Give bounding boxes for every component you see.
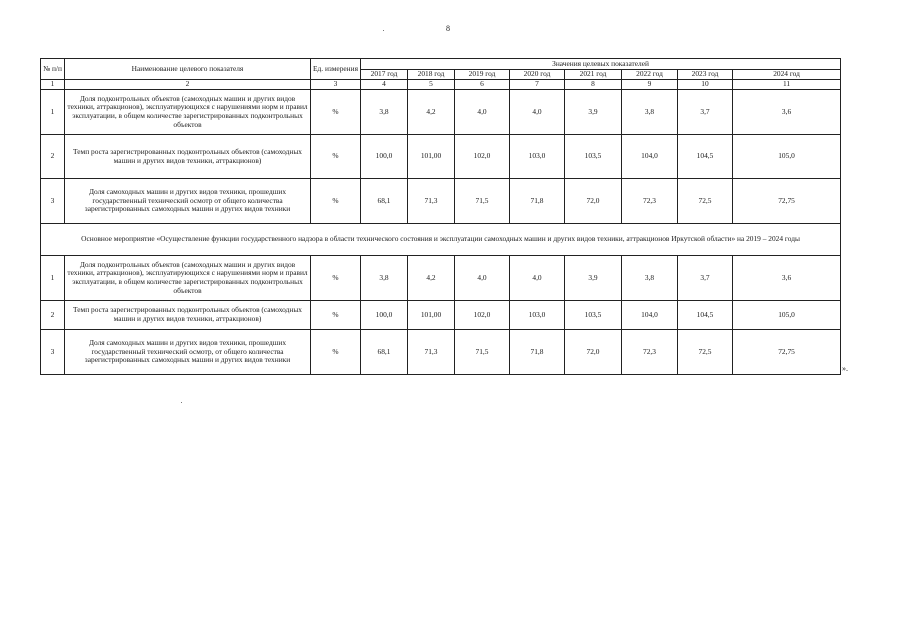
column-number-row <box>41 80 841 90</box>
value-cell: 72,5 <box>678 330 733 375</box>
value-cell: 4,0 <box>510 256 565 301</box>
column-number: 8 <box>565 80 622 90</box>
indicator-name: Доля самоходных машин и других видов техники, прошедших государственный технический осмотр, от общего количества зарегистрированных самоходных машин и других видов техники <box>65 330 311 375</box>
row-number: 1 <box>41 256 65 301</box>
main-event-row <box>41 224 841 256</box>
column-number: 5 <box>408 80 455 90</box>
value-cell: 103,5 <box>565 135 622 179</box>
indicator-name: Доля самоходных машин и других видов техники, прошедших государственный технический осмотр от общего количества зарегистрированных самоходных машин и других видов техники <box>65 179 311 224</box>
value-cell: 104,5 <box>678 135 733 179</box>
value-cell: 71,5 <box>455 330 510 375</box>
value-cell: 71,3 <box>408 179 455 224</box>
header-indicator-name: Наименование целевого показателя <box>65 59 311 80</box>
value-cell: 72,3 <box>622 330 678 375</box>
value-cell: 102,0 <box>455 301 510 330</box>
value-cell: 4,0 <box>510 90 565 135</box>
column-number: 4 <box>361 80 408 90</box>
unit-cell: % <box>311 135 361 179</box>
value-cell: 3,6 <box>733 256 841 301</box>
row-number: 2 <box>41 301 65 330</box>
value-cell: 72,3 <box>622 179 678 224</box>
value-cell: 3,6 <box>733 90 841 135</box>
closing-quote-mark: ». <box>842 364 848 373</box>
column-number: 9 <box>622 80 678 90</box>
value-cell: 100,0 <box>361 301 408 330</box>
table-row <box>41 135 841 179</box>
unit-cell: % <box>311 179 361 224</box>
scan-speck <box>181 402 182 403</box>
column-number: 1 <box>41 80 65 90</box>
value-cell: 3,8 <box>622 90 678 135</box>
value-cell: 105,0 <box>733 135 841 179</box>
unit-cell: % <box>311 330 361 375</box>
header-year: 2020 год <box>510 70 565 80</box>
column-number: 3 <box>311 80 361 90</box>
value-cell: 68,1 <box>361 179 408 224</box>
value-cell: 3,9 <box>565 256 622 301</box>
value-cell: 3,9 <box>565 90 622 135</box>
value-cell: 104,0 <box>622 135 678 179</box>
table-row <box>41 330 841 375</box>
row-number: 3 <box>41 330 65 375</box>
unit-cell: % <box>311 256 361 301</box>
header-year: 2018 год <box>408 70 455 80</box>
table-row <box>41 256 841 301</box>
header-year: 2017 год <box>361 70 408 80</box>
value-cell: 3,8 <box>622 256 678 301</box>
row-number: 1 <box>41 90 65 135</box>
column-number: 6 <box>455 80 510 90</box>
value-cell: 3,7 <box>678 256 733 301</box>
row-number: 3 <box>41 179 65 224</box>
header-year: 2024 год <box>733 70 841 80</box>
value-cell: 72,75 <box>733 330 841 375</box>
header-year: 2021 год <box>565 70 622 80</box>
unit-cell: % <box>311 90 361 135</box>
main-event-title: Основное мероприятие «Осуществление функции государственного надзора в области технического состояния и эксплуатации самоходных машин и других видов техники, аттракционов Иркутской области» на 2019 – 2024 годы <box>41 224 841 256</box>
value-cell: 68,1 <box>361 330 408 375</box>
column-number: 2 <box>65 80 311 90</box>
value-cell: 4,2 <box>408 90 455 135</box>
indicator-name: Темп роста зарегистрированных подконтрольных объектов (самоходных машин и других видов техники, аттракционов) <box>65 301 311 330</box>
page-number: 8 <box>446 24 450 33</box>
value-cell: 103,0 <box>510 301 565 330</box>
value-cell: 71,8 <box>510 330 565 375</box>
value-cell: 105,0 <box>733 301 841 330</box>
target-indicators-table <box>40 58 841 375</box>
header-num: № п/п <box>41 59 65 80</box>
header-year: 2019 год <box>455 70 510 80</box>
value-cell: 103,0 <box>510 135 565 179</box>
table-row <box>41 90 841 135</box>
value-cell: 4,0 <box>455 90 510 135</box>
value-cell: 103,5 <box>565 301 622 330</box>
scan-speck <box>383 30 384 31</box>
indicator-name: Темп роста зарегистрированных подконтрольных объектов (самоходных машин и других видов техники, аттракционов) <box>65 135 311 179</box>
unit-cell: % <box>311 301 361 330</box>
value-cell: 72,0 <box>565 179 622 224</box>
column-number: 11 <box>733 80 841 90</box>
header-year: 2022 год <box>622 70 678 80</box>
value-cell: 71,3 <box>408 330 455 375</box>
value-cell: 72,5 <box>678 179 733 224</box>
value-cell: 100,0 <box>361 135 408 179</box>
value-cell: 3,8 <box>361 90 408 135</box>
header-year: 2023 год <box>678 70 733 80</box>
value-cell: 4,2 <box>408 256 455 301</box>
value-cell: 3,7 <box>678 90 733 135</box>
column-number: 10 <box>678 80 733 90</box>
value-cell: 101,00 <box>408 135 455 179</box>
value-cell: 104,0 <box>622 301 678 330</box>
value-cell: 101,00 <box>408 301 455 330</box>
value-cell: 71,8 <box>510 179 565 224</box>
value-cell: 72,0 <box>565 330 622 375</box>
indicator-name: Доля подконтрольных объектов (самоходных машин и других видов техники, аттракционов), эксплуатирующихся с нарушениями норм и правил эксплуатации, в общем количестве зарегистрированных подконтрольных объектов <box>65 256 311 301</box>
value-cell: 102,0 <box>455 135 510 179</box>
value-cell: 3,8 <box>361 256 408 301</box>
value-cell: 104,5 <box>678 301 733 330</box>
header-values-group: Значения целевых показателей <box>361 59 841 70</box>
row-number: 2 <box>41 135 65 179</box>
table-row <box>41 179 841 224</box>
value-cell: 4,0 <box>455 256 510 301</box>
table-row <box>41 301 841 330</box>
value-cell: 71,5 <box>455 179 510 224</box>
value-cell: 72,75 <box>733 179 841 224</box>
header-row-top <box>41 59 841 70</box>
indicator-name: Доля подконтрольных объектов (самоходных машин и других видов техники, аттракционов), эксплуатирующихся с нарушениями норм и правил эксплуатации, в общем количестве зарегистрированных подконтрольных объектов <box>65 90 311 135</box>
column-number: 7 <box>510 80 565 90</box>
header-unit: Ед. измерения <box>311 59 361 80</box>
